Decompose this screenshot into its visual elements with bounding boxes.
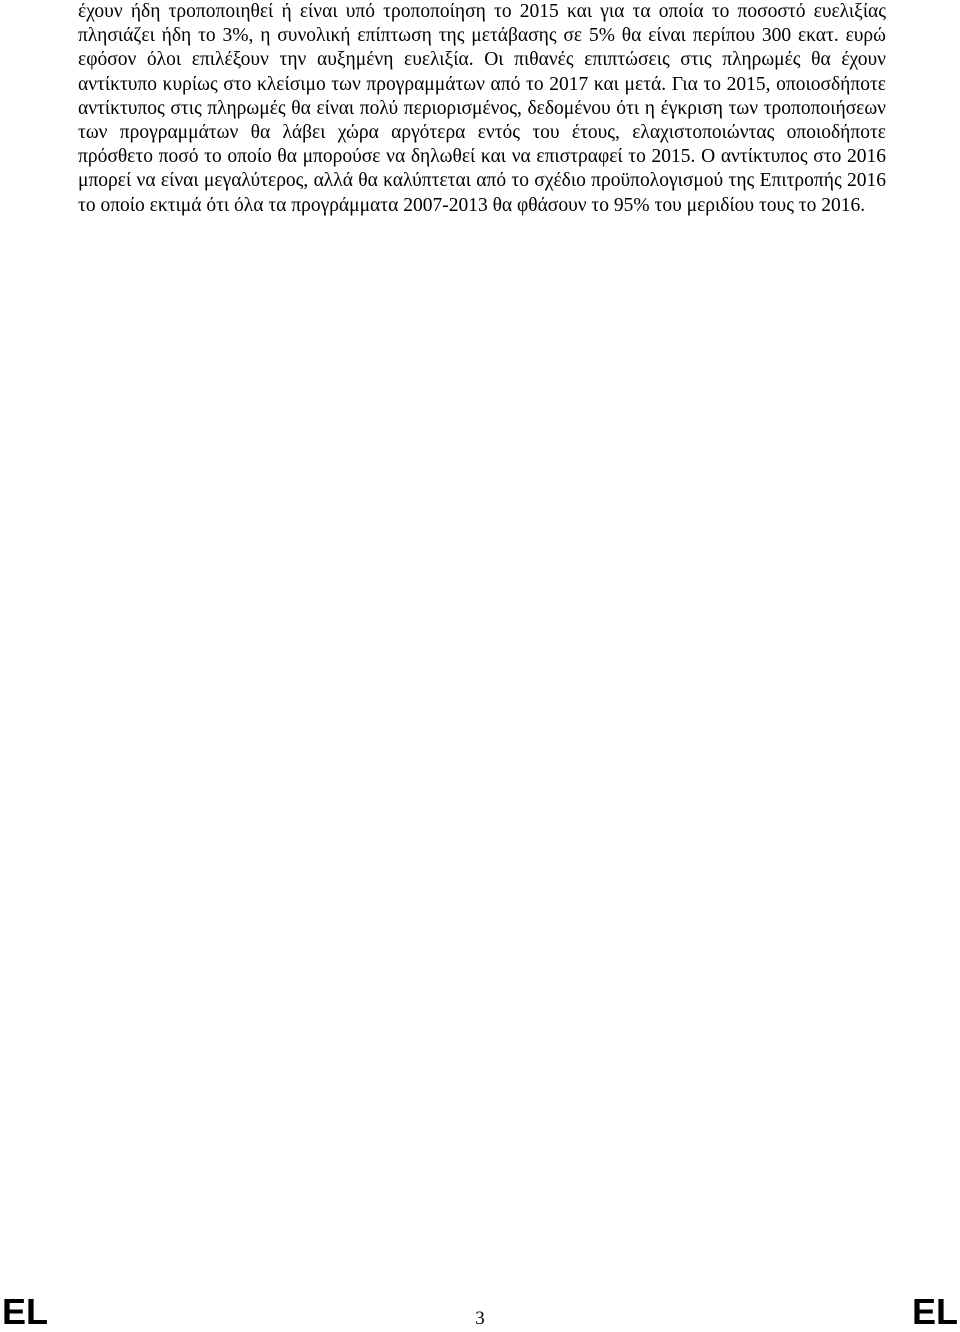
- body-paragraph: έχουν ήδη τροποποιηθεί ή είναι υπό τροποποίηση το 2015 και για τα οποία το ποσοστό ευελιξίας πλησιάζει ήδη το 3%, η συνολική επίπτωση της μετάβασης σε 5% θα είναι περίπου 300 εκατ. ευρώ εφόσον όλοι επιλέξουν την αυξημένη ευελιξία. Οι πιθανές επιπτώσεις στις πληρωμές θα έχουν αντίκτυπο κυρίως στο κλείσιμο των προγραμμάτων από το 2017 και μετά. Για το 2015, οποιοσδήποτε αντίκτυπος στις πληρωμές θα είναι πολύ περιορισμένος, δεδομένου ότι η έγκριση των τροποποιήσεων των προγραμμάτων θα λάβει χώρα αργότερα εντός του έτους, ελαχιστοποιώντας οποιοδήποτε πρόσθετο ποσό το οποίο θα μπορούσε να δηλωθεί και να επιστραφεί το 2015. Ο αντίκτυπος στο 2016 μπορεί να είναι μεγαλύτερος, αλλά θα καλύπτεται από το σχέδιο προϋπολογισμού της Επιτροπής 2016 το οποίο εκτιμά ότι όλα τα προγράμματα 2007-2013 θα φθάσουν το 95% του μεριδίου τους το 2016.: [78, 1, 886, 216]
- document-body: [78, 0, 886, 218]
- page-number: 3: [475, 1308, 485, 1329]
- footer-language-code-right: EL: [911, 1291, 958, 1332]
- footer-language-code-left: EL: [2, 1291, 49, 1332]
